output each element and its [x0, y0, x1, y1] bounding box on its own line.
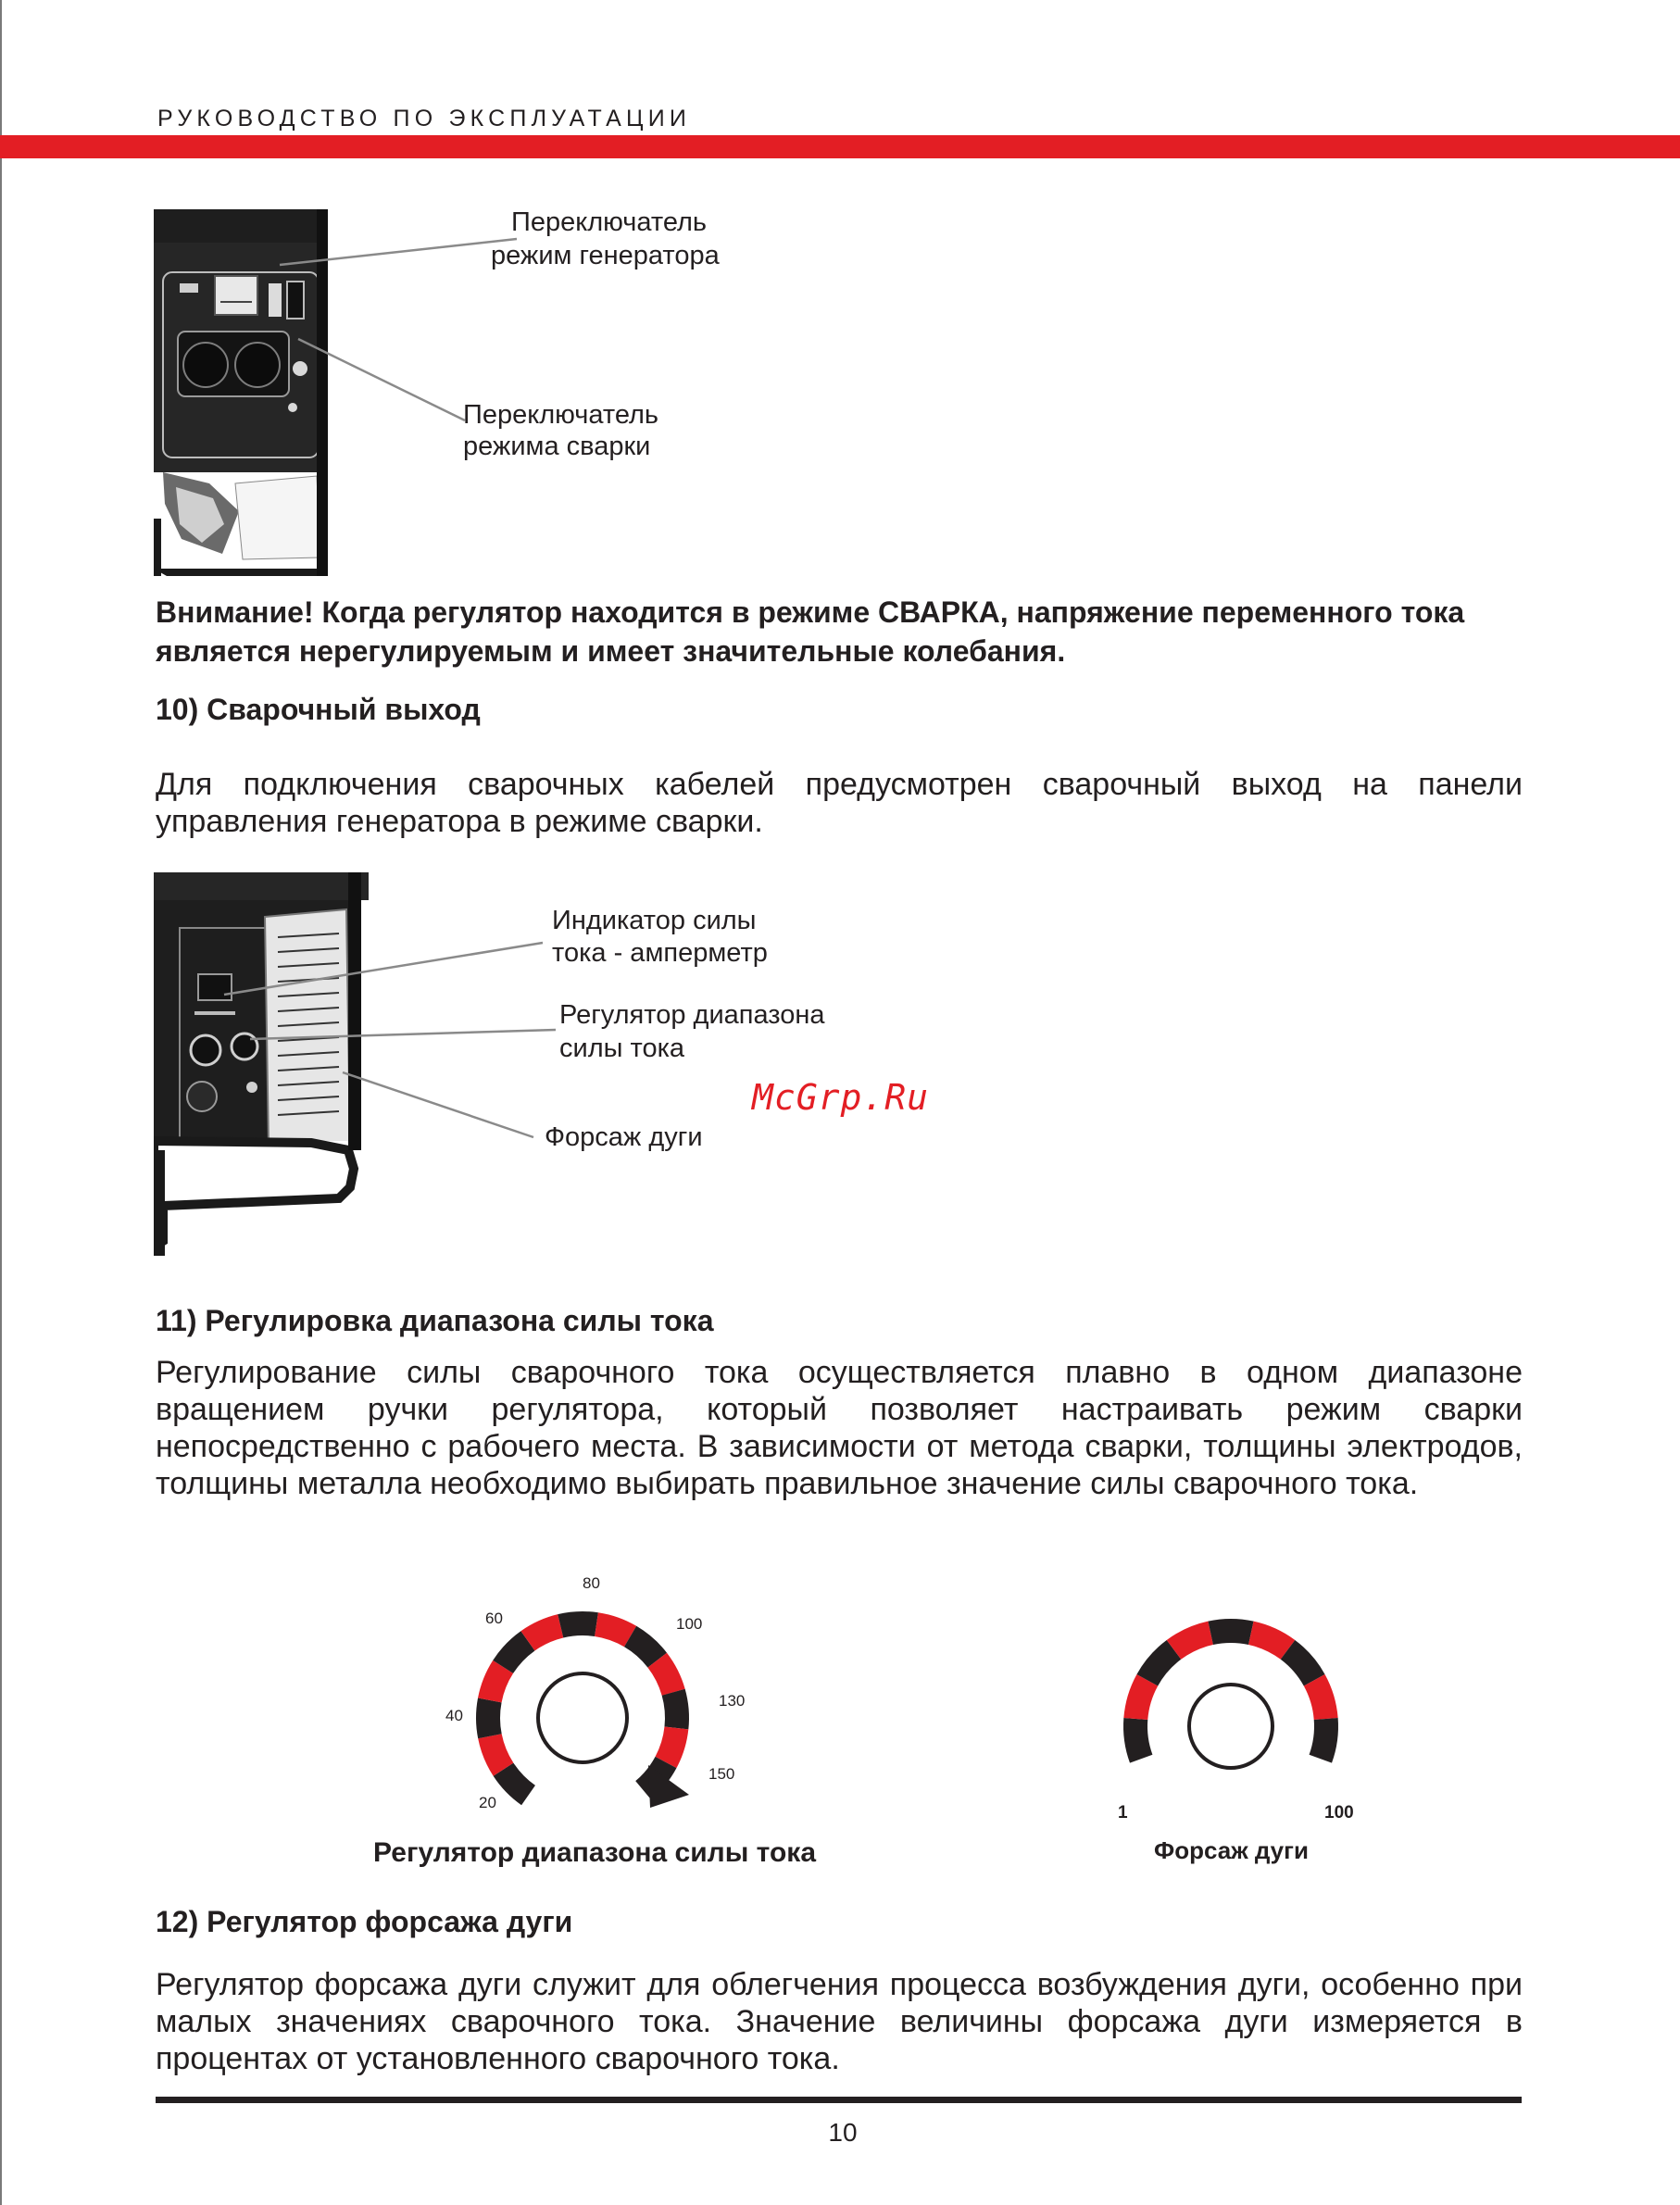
current-dial-segment — [666, 1728, 676, 1762]
section12-heading: 12) Регулятор форсажа дуги — [156, 1905, 573, 1938]
watermark: McGrp.Ru — [752, 1077, 930, 1118]
section12-text: Регулятор форсажа дуги служит для облегчения процесса возбуждения дуги, особенно при малых значениях сварочного тока. Значение величины форсажа дуги измеряется в процентах от установленного сварочного тока. — [156, 1967, 1523, 2076]
arc-dial-segment — [1135, 1680, 1147, 1719]
page-number: 10 — [828, 2118, 858, 2147]
current-dial-segment — [490, 1667, 503, 1700]
dial-scale-20: 20 — [479, 1794, 496, 1811]
arc-dial-max: 100 — [1324, 1803, 1354, 1823]
arc-dial-knob — [1189, 1685, 1273, 1768]
arc-dial-segment — [1210, 1631, 1251, 1633]
arc-force-dial — [1111, 1602, 1352, 1778]
fig2-label-current-range-sub: силы тока — [559, 1034, 685, 1063]
fig2-label-ammeter: Индикатор силы — [552, 906, 757, 935]
fig1-label-welding-switch-mode: режима сварки — [463, 432, 651, 461]
current-dial-segment — [488, 1700, 490, 1736]
arc-dial-segment — [1147, 1649, 1174, 1680]
current-dial-segment — [560, 1623, 596, 1626]
current-dial-segment — [503, 1641, 528, 1667]
header-red-band — [0, 135, 1680, 158]
dial-scale-150: 150 — [708, 1765, 735, 1783]
section11-heading: 11) Регулировка диапазона силы тока — [156, 1304, 714, 1337]
arc-dial-segment — [1314, 1680, 1326, 1719]
section10-text: Для подключения сварочных кабелей предусмотрен сварочный выход на панели управления генератора в режиме сварки. — [156, 767, 1523, 839]
fig2-label-ammeter-sub: тока - амперметр — [552, 938, 768, 968]
arc-dial-segment — [1135, 1719, 1141, 1759]
warning-text: Внимание! Когда регулятор находится в режиме СВАРКА, напряжение переменного тока является нерегулируемым и имеет значительные колебания. — [156, 595, 1465, 668]
current-dial-segment — [658, 1660, 673, 1693]
current-dial-segment — [631, 1636, 658, 1660]
fig2-label-current-range: Регулятор диапазона — [559, 1000, 825, 1030]
dial-scale-60: 60 — [485, 1610, 503, 1627]
dial-scale-40: 40 — [445, 1707, 463, 1724]
current-dial-segment — [596, 1624, 631, 1636]
current-dial-segment — [673, 1692, 677, 1728]
section11-text: Регулирование силы сварочного тока осуществляется плавно в одном диапазоне вращением ручки регулятора, который позволяет настраивать режим сварки непосредственно с рабочего места. В зависимости от метода сварки, толщины электродов, толщины металла необходимо выбирать правильное значение силы сварочного тока. — [156, 1355, 1523, 1501]
fig2-label-arc-force: Форсаж дуги — [545, 1122, 703, 1152]
dial-scale-100: 100 — [676, 1615, 703, 1633]
arc-dial-caption: Форсаж дуги — [1154, 1836, 1309, 1864]
fig1-label-generator-switch: Переключатель — [511, 207, 708, 237]
arc-dial-segment — [1288, 1649, 1315, 1680]
section10-heading: 10) Сварочный выход — [156, 693, 481, 726]
current-dial-segment — [490, 1736, 504, 1770]
footer-rule — [156, 2097, 1522, 2103]
current-dial-knob — [538, 1673, 627, 1762]
header-title: РУКОВОДСТВО ПО ЭКСПЛУАТАЦИИ — [157, 106, 692, 132]
arc-dial-segment — [1321, 1719, 1326, 1759]
current-dial-segment — [528, 1626, 560, 1641]
current-dial-segment — [504, 1770, 529, 1796]
arc-dial-min: 1 — [1118, 1803, 1128, 1823]
figure2-leader-lines-drawn — [222, 926, 556, 1148]
fig1-label-welding-switch: Переключатель — [463, 400, 659, 430]
current-dial-caption: Регулятор диапазона силы тока — [373, 1837, 817, 1868]
arc-dial-segment — [1251, 1633, 1288, 1649]
page-edge-rule — [0, 0, 2, 2205]
dial-scale-80: 80 — [583, 1574, 600, 1592]
arc-dial-segment — [1173, 1633, 1210, 1649]
dial-scale-130: 130 — [719, 1692, 746, 1710]
fig1-label-generator-switch-mode: режим генератора — [491, 241, 720, 270]
